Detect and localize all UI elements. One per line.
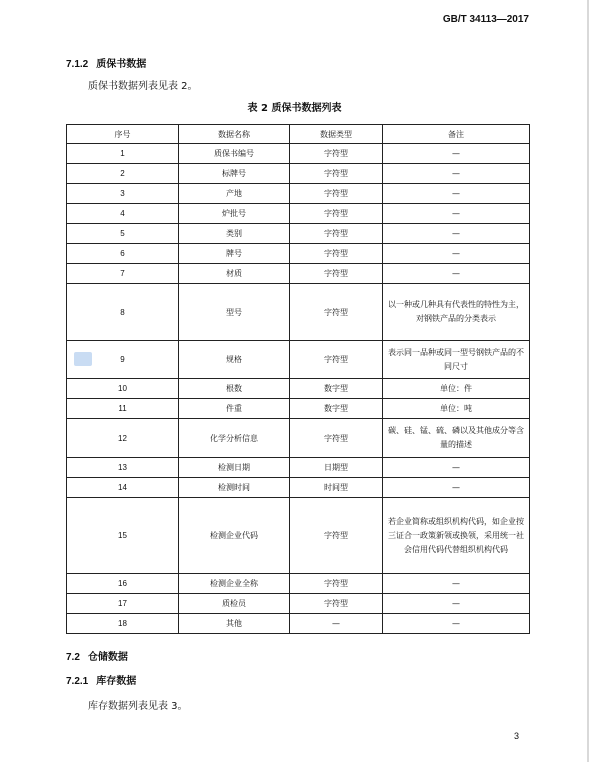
- table-row: [67, 419, 530, 458]
- cell-name: 检测企业全称: [179, 574, 290, 594]
- cell-note: 若企业简称或组织机构代码，如企业按三证合一政策新领或换领，采用统一社会信用代码代替组织机构代码: [383, 498, 530, 574]
- table-row: [67, 184, 530, 204]
- cell-note: —: [383, 184, 530, 204]
- cell-type: 字符型: [290, 204, 383, 224]
- table-row: [67, 244, 530, 264]
- cell-name: 产地: [179, 184, 290, 204]
- cell-no: 18: [67, 614, 179, 634]
- section-number: 7.2: [66, 652, 80, 663]
- table-row: [67, 144, 530, 164]
- cell-type: 字符型: [290, 164, 383, 184]
- cell-type: 数字型: [290, 399, 383, 419]
- cell-name: 质检员: [179, 594, 290, 614]
- table-header-row: [67, 125, 530, 144]
- cell-name: 检测时间: [179, 478, 290, 498]
- table-row: [67, 204, 530, 224]
- cell-no: 12: [67, 419, 179, 458]
- cell-name: 材质: [179, 264, 290, 284]
- table-row: [67, 399, 530, 419]
- cell-note: 以一种或几种具有代表性的特性为主，对钢铁产品的分类表示: [383, 284, 530, 341]
- cell-name: 牌号: [179, 244, 290, 264]
- column-header-name: 数据名称: [179, 125, 290, 144]
- cell-name: 检测企业代码: [179, 498, 290, 574]
- cell-type: 字符型: [290, 574, 383, 594]
- cell-note: 表示同一品种或同一型号钢铁产品的不同尺寸: [383, 341, 530, 379]
- section-heading-7-2: [66, 648, 128, 663]
- data-table: [66, 124, 530, 634]
- section-title: 仓储数据: [87, 652, 128, 663]
- cell-no: 4: [67, 204, 179, 224]
- cell-note: —: [383, 458, 530, 478]
- cell-note: —: [383, 594, 530, 614]
- table-row: [67, 498, 530, 574]
- column-header-note: 备注: [383, 125, 530, 144]
- cell-note: —: [383, 574, 530, 594]
- cell-type: 字符型: [290, 264, 383, 284]
- page-number: 3: [513, 731, 519, 741]
- cell-name: 检测日期: [179, 458, 290, 478]
- cell-note: 单位：吨: [383, 399, 530, 419]
- cell-no: 13: [67, 458, 179, 478]
- cell-no: 6: [67, 244, 179, 264]
- section-body-text: 质保书数据列表见表 2。: [88, 81, 198, 92]
- table-row: [67, 379, 530, 399]
- cell-name: 标牌号: [179, 164, 290, 184]
- section-number: 7.2.1: [66, 676, 89, 687]
- cell-type: 字符型: [290, 594, 383, 614]
- cell-type: 数字型: [290, 379, 383, 399]
- table-row: [67, 224, 530, 244]
- cell-no: 5: [67, 224, 179, 244]
- cell-note: —: [383, 204, 530, 224]
- cell-no: 14: [67, 478, 179, 498]
- cell-type: 字符型: [290, 184, 383, 204]
- cell-name: 质保书编号: [179, 144, 290, 164]
- table-caption: 表 2 质保书数据列表: [247, 103, 342, 114]
- table-row: [67, 164, 530, 184]
- cell-no: 1: [67, 144, 179, 164]
- table-row: [67, 458, 530, 478]
- watermark-logo-icon: [74, 352, 92, 366]
- table-row: [67, 478, 530, 498]
- section-body-text: 库存数据列表见表 3。: [88, 701, 188, 712]
- cell-name: 型号: [179, 284, 290, 341]
- cell-name: 类别: [179, 224, 290, 244]
- cell-name: 规格: [179, 341, 290, 379]
- section-title: 质保书数据: [96, 59, 147, 70]
- cell-no: 7: [67, 264, 179, 284]
- section-heading-7-1-2: [66, 55, 146, 70]
- cell-type: 日期型: [290, 458, 383, 478]
- cell-note: —: [383, 244, 530, 264]
- table-row: [67, 284, 530, 341]
- cell-note: —: [383, 478, 530, 498]
- section-number: 7.1.2: [66, 59, 89, 70]
- cell-note: 单位：件: [383, 379, 530, 399]
- cell-type: 时间型: [290, 478, 383, 498]
- cell-type: —: [290, 614, 383, 634]
- cell-note: —: [383, 264, 530, 284]
- cell-no: 8: [67, 284, 179, 341]
- cell-note: —: [383, 164, 530, 184]
- table-row: [67, 594, 530, 614]
- cell-name: 件重: [179, 399, 290, 419]
- table-row: [67, 264, 530, 284]
- cell-no: 17: [67, 594, 179, 614]
- section-heading-7-2-1: [66, 672, 136, 687]
- cell-note: 碳、硅、锰、硫、磷以及其他成分等含量的描述: [383, 419, 530, 458]
- cell-name: 其他: [179, 614, 290, 634]
- cell-no: 15: [67, 498, 179, 574]
- cell-type: 字符型: [290, 341, 383, 379]
- table-row: [67, 341, 530, 379]
- cell-note: —: [383, 614, 530, 634]
- column-header-no: 序号: [67, 125, 179, 144]
- cell-type: 字符型: [290, 224, 383, 244]
- cell-no: 16: [67, 574, 179, 594]
- cell-type: 字符型: [290, 498, 383, 574]
- cell-type: 字符型: [290, 419, 383, 458]
- cell-type: 字符型: [290, 144, 383, 164]
- table-row: [67, 574, 530, 594]
- cell-no: 11: [67, 399, 179, 419]
- cell-name: 炉批号: [179, 204, 290, 224]
- cell-type: 字符型: [290, 284, 383, 341]
- cell-note: —: [383, 144, 530, 164]
- cell-type: 字符型: [290, 244, 383, 264]
- cell-no: 10: [67, 379, 179, 399]
- cell-no: 2: [67, 164, 179, 184]
- cell-no: 9: [67, 341, 179, 379]
- section-title: 库存数据: [96, 676, 137, 687]
- table-row: [67, 614, 530, 634]
- cell-name: 化学分析信息: [179, 419, 290, 458]
- column-header-type: 数据类型: [290, 125, 383, 144]
- standard-code: GB/T 34113—2017: [442, 14, 529, 25]
- cell-no: 3: [67, 184, 179, 204]
- cell-note: —: [383, 224, 530, 244]
- cell-name: 根数: [179, 379, 290, 399]
